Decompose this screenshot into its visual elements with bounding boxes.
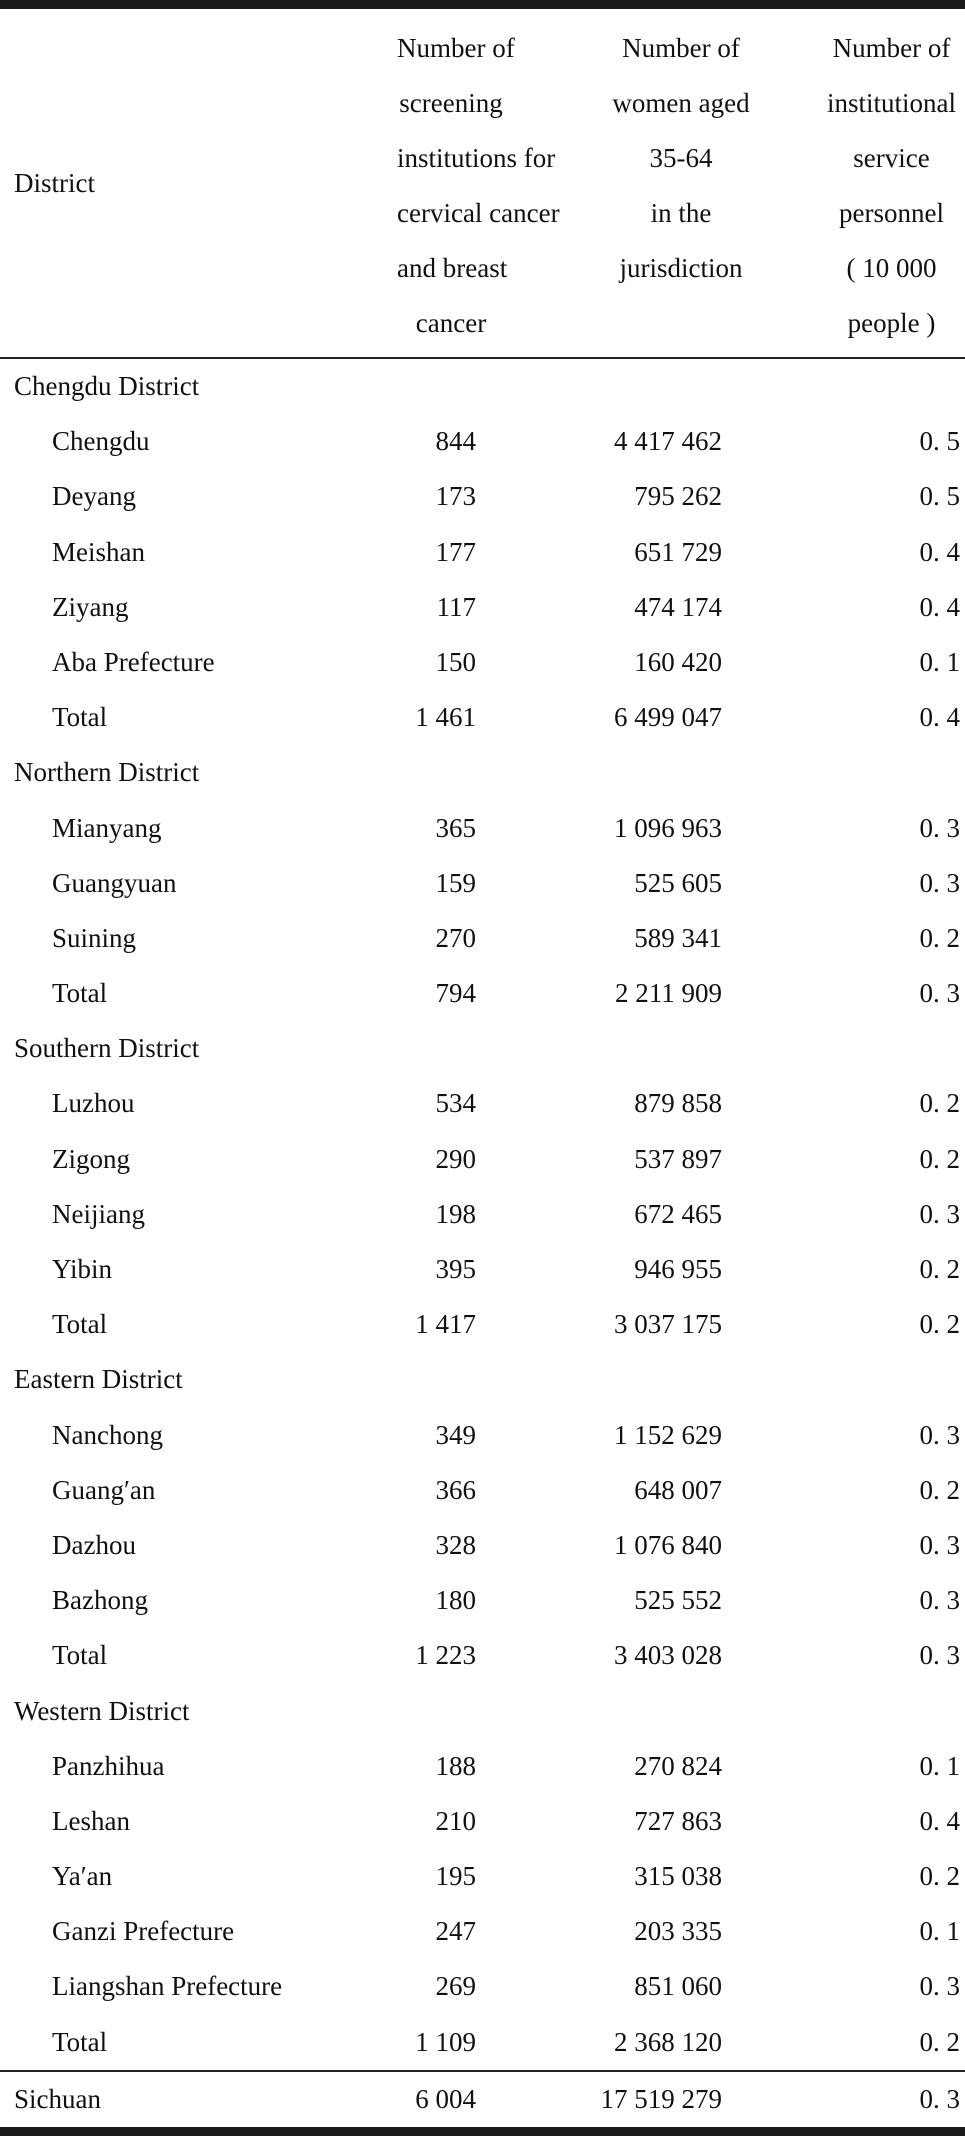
- header-line: women aged: [612, 88, 750, 118]
- women-cell: 6 499 047: [614, 702, 722, 733]
- header-line: in the: [650, 198, 712, 228]
- women-cell: 3 403 028: [614, 1640, 722, 1671]
- table-row-group: [0, 1352, 965, 1407]
- col-header-women: [558, 9, 804, 296]
- institutions-cell: 395: [435, 1254, 476, 1284]
- table-row-total: [0, 1297, 965, 1352]
- table-row-group: [0, 745, 965, 800]
- institutions-cell: 270: [435, 922, 476, 953]
- table-row: [0, 1959, 965, 2014]
- personnel-cell: 0. 3: [919, 867, 960, 898]
- header-line: jurisdiction: [619, 253, 743, 283]
- women-cell: 315 038: [634, 1861, 722, 1892]
- women-cell: 1 076 840: [614, 1529, 722, 1560]
- table-row: [0, 1573, 965, 1628]
- personnel-cell: 0. 2: [919, 1088, 960, 1119]
- institutions-cell: 210: [435, 1805, 476, 1836]
- district-cell: Sichuan: [14, 2083, 101, 2114]
- personnel-cell: 0. 2: [919, 922, 960, 953]
- institutions-cell: 1 417: [415, 1309, 476, 1340]
- personnel-cell: 0. 5: [919, 481, 960, 512]
- women-cell: 651 729: [634, 536, 722, 567]
- women-cell: 648 007: [634, 1474, 722, 1505]
- district-cell: Ya′an: [52, 1861, 113, 1892]
- personnel-cell: 0. 1: [919, 1916, 960, 1947]
- district-cell: Dazhou: [52, 1529, 136, 1560]
- district-cell: Suining: [52, 922, 137, 953]
- header-line: service: [853, 143, 930, 173]
- institutions-cell: 198: [435, 1198, 476, 1229]
- district-cell: Zigong: [52, 1143, 130, 1174]
- table-row: [0, 1132, 965, 1187]
- women-cell: 795 262: [634, 481, 722, 512]
- institutions-cell: 794: [435, 978, 476, 1009]
- personnel-cell: 0. 3: [919, 1640, 960, 1671]
- header-line: personnel: [839, 198, 944, 228]
- personnel-cell: 0. 2: [919, 1254, 960, 1284]
- table-row: [0, 1463, 965, 1518]
- table-row-total: [0, 2015, 965, 2070]
- table-row: [0, 1076, 965, 1131]
- table-row-group: [0, 1021, 965, 1076]
- table-row: [0, 1187, 965, 1242]
- women-cell: 1 096 963: [614, 812, 722, 843]
- district-cell: Deyang: [52, 481, 136, 512]
- institutions-cell: 1 223: [415, 1640, 476, 1671]
- district-cell: Mianyang: [52, 812, 162, 843]
- header-line: screening: [399, 88, 503, 118]
- district-group-label: Southern District: [14, 1033, 200, 1064]
- personnel-cell: 0. 3: [919, 1529, 960, 1560]
- table-row: [0, 525, 965, 580]
- women-cell: 672 465: [634, 1198, 722, 1229]
- district-group-label: Western District: [14, 1695, 190, 1726]
- table-row-sichuan-summary: [0, 2070, 965, 2124]
- women-cell: 160 420: [634, 646, 722, 677]
- institutions-cell: 177: [435, 536, 476, 567]
- table-row: [0, 911, 965, 966]
- table-row-group: [0, 1684, 965, 1739]
- col-header-institutions: [397, 9, 560, 351]
- table-row: [0, 856, 965, 911]
- women-cell: 589 341: [634, 922, 722, 953]
- table-row: [0, 1904, 965, 1959]
- district-cell: Ganzi Prefecture: [52, 1916, 235, 1947]
- district-cell: Ziyang: [52, 591, 129, 622]
- personnel-cell: 0. 3: [919, 812, 960, 843]
- district-cell: Chengdu: [52, 426, 150, 457]
- personnel-cell: 0. 2: [919, 1143, 960, 1174]
- table-row: [0, 1849, 965, 1904]
- personnel-cell: 0. 3: [919, 2083, 960, 2114]
- district-cell: Total: [52, 1640, 108, 1671]
- personnel-cell: 0. 4: [919, 702, 960, 733]
- district-cell: Aba Prefecture: [52, 646, 215, 677]
- district-cell: Liangshan Prefecture: [52, 1971, 283, 2002]
- personnel-cell: 0. 4: [919, 536, 960, 567]
- institutions-cell: 290: [435, 1143, 476, 1174]
- col-header-personnel: [770, 9, 965, 351]
- institutions-cell: 269: [435, 1971, 476, 2002]
- women-cell: 17 519 279: [600, 2083, 722, 2114]
- header-line: institutional: [826, 88, 956, 118]
- institutions-cell: 150: [435, 646, 476, 677]
- district-group-label: Eastern District: [14, 1364, 183, 1395]
- personnel-cell: 0. 3: [919, 1585, 960, 1616]
- table-header-row: [0, 9, 965, 359]
- personnel-cell: 0. 1: [919, 646, 960, 677]
- district-cell: Leshan: [52, 1805, 130, 1836]
- institutions-cell: 117: [436, 591, 476, 622]
- women-cell: 2 368 120: [614, 2026, 722, 2057]
- personnel-cell: 0. 2: [919, 1861, 960, 1892]
- table-row-total: [0, 690, 965, 745]
- personnel-cell: 0. 4: [919, 1805, 960, 1836]
- table-row: [0, 1518, 965, 1573]
- district-cell: Yibin: [52, 1254, 113, 1284]
- personnel-cell: 0. 1: [919, 1750, 960, 1781]
- district-cell: Total: [52, 2026, 108, 2057]
- table-row: [0, 414, 965, 469]
- table-body: [0, 359, 965, 2124]
- women-cell: 879 858: [634, 1088, 722, 1119]
- header-line: cancer: [415, 308, 487, 338]
- women-cell: 4 417 462: [614, 426, 722, 457]
- district-cell: Guangyuan: [52, 867, 177, 898]
- district-cell: Total: [52, 978, 108, 1009]
- women-cell: 3 037 175: [614, 1309, 722, 1340]
- district-cell: Neijiang: [52, 1198, 145, 1229]
- institutions-cell: 6 004: [415, 2083, 476, 2114]
- district-cell: Guang′an: [52, 1474, 156, 1505]
- women-cell: 270 824: [634, 1750, 722, 1781]
- personnel-cell: 0. 4: [919, 591, 960, 622]
- women-cell: 851 060: [634, 1971, 722, 2002]
- header-line: institutions for: [397, 143, 556, 173]
- institutions-cell: 534: [435, 1088, 476, 1119]
- personnel-cell: 0. 3: [919, 1198, 960, 1229]
- institutions-cell: 159: [435, 867, 476, 898]
- col-header-district: District: [14, 168, 95, 198]
- district-cell: Total: [52, 1309, 108, 1340]
- district-cell: Total: [52, 702, 108, 733]
- table-row: [0, 1739, 965, 1794]
- district-cell: Luzhou: [52, 1088, 135, 1119]
- institutions-cell: 1 109: [415, 2026, 476, 2057]
- district-cell: Nanchong: [52, 1419, 163, 1450]
- header-line: cervical cancer: [397, 198, 560, 228]
- institutions-cell: 1 461: [415, 702, 476, 733]
- header-line: people ): [847, 308, 936, 338]
- table-row: [0, 1242, 965, 1297]
- district-cell: Panzhihua: [52, 1750, 165, 1781]
- table-row: [0, 1794, 965, 1849]
- header-line: Number of: [397, 33, 515, 63]
- header-line: and breast: [397, 253, 508, 283]
- district-cell: Bazhong: [52, 1585, 148, 1616]
- district-group-label: Northern District: [14, 757, 200, 788]
- table-row: [0, 580, 965, 635]
- women-cell: 727 863: [634, 1805, 722, 1836]
- institutions-cell: 173: [435, 481, 476, 512]
- header-line: Number of: [832, 33, 951, 63]
- women-cell: 203 335: [634, 1916, 722, 1947]
- women-cell: 474 174: [634, 591, 722, 622]
- table-row: [0, 469, 965, 524]
- women-cell: 525 552: [634, 1585, 722, 1616]
- personnel-cell: 0. 2: [919, 1474, 960, 1505]
- table-row-group: [0, 359, 965, 414]
- institutions-cell: 195: [435, 1861, 476, 1892]
- district-cell: Meishan: [52, 536, 145, 567]
- header-line: ( 10 000: [846, 253, 937, 283]
- table-row-total: [0, 1628, 965, 1683]
- district-group-label: Chengdu District: [14, 371, 200, 401]
- women-cell: 537 897: [634, 1143, 722, 1174]
- institutions-cell: 188: [435, 1750, 476, 1781]
- table-row: [0, 635, 965, 690]
- institutions-cell: 349: [435, 1419, 476, 1450]
- institutions-cell: 247: [435, 1916, 476, 1947]
- personnel-cell: 0. 3: [919, 1419, 960, 1450]
- header-line: Number of: [622, 33, 740, 63]
- table-row-total: [0, 966, 965, 1021]
- women-cell: 2 211 909: [615, 978, 722, 1009]
- women-cell: 946 955: [634, 1254, 722, 1284]
- personnel-cell: 0. 3: [919, 978, 960, 1009]
- institutions-cell: 328: [435, 1529, 476, 1560]
- institutions-cell: 844: [435, 426, 476, 457]
- women-cell: 1 152 629: [614, 1419, 722, 1450]
- institutions-cell: 365: [435, 812, 476, 843]
- personnel-cell: 0. 5: [919, 426, 960, 457]
- institutions-cell: 366: [435, 1474, 476, 1505]
- table-row: [0, 1408, 965, 1463]
- women-cell: 525 605: [634, 867, 722, 898]
- institutions-cell: 180: [435, 1585, 476, 1616]
- header-line: 35-64: [649, 143, 713, 173]
- personnel-cell: 0. 3: [919, 1971, 960, 2002]
- personnel-cell: 0. 2: [919, 2026, 960, 2057]
- table-row: [0, 801, 965, 856]
- personnel-cell: 0. 2: [919, 1309, 960, 1340]
